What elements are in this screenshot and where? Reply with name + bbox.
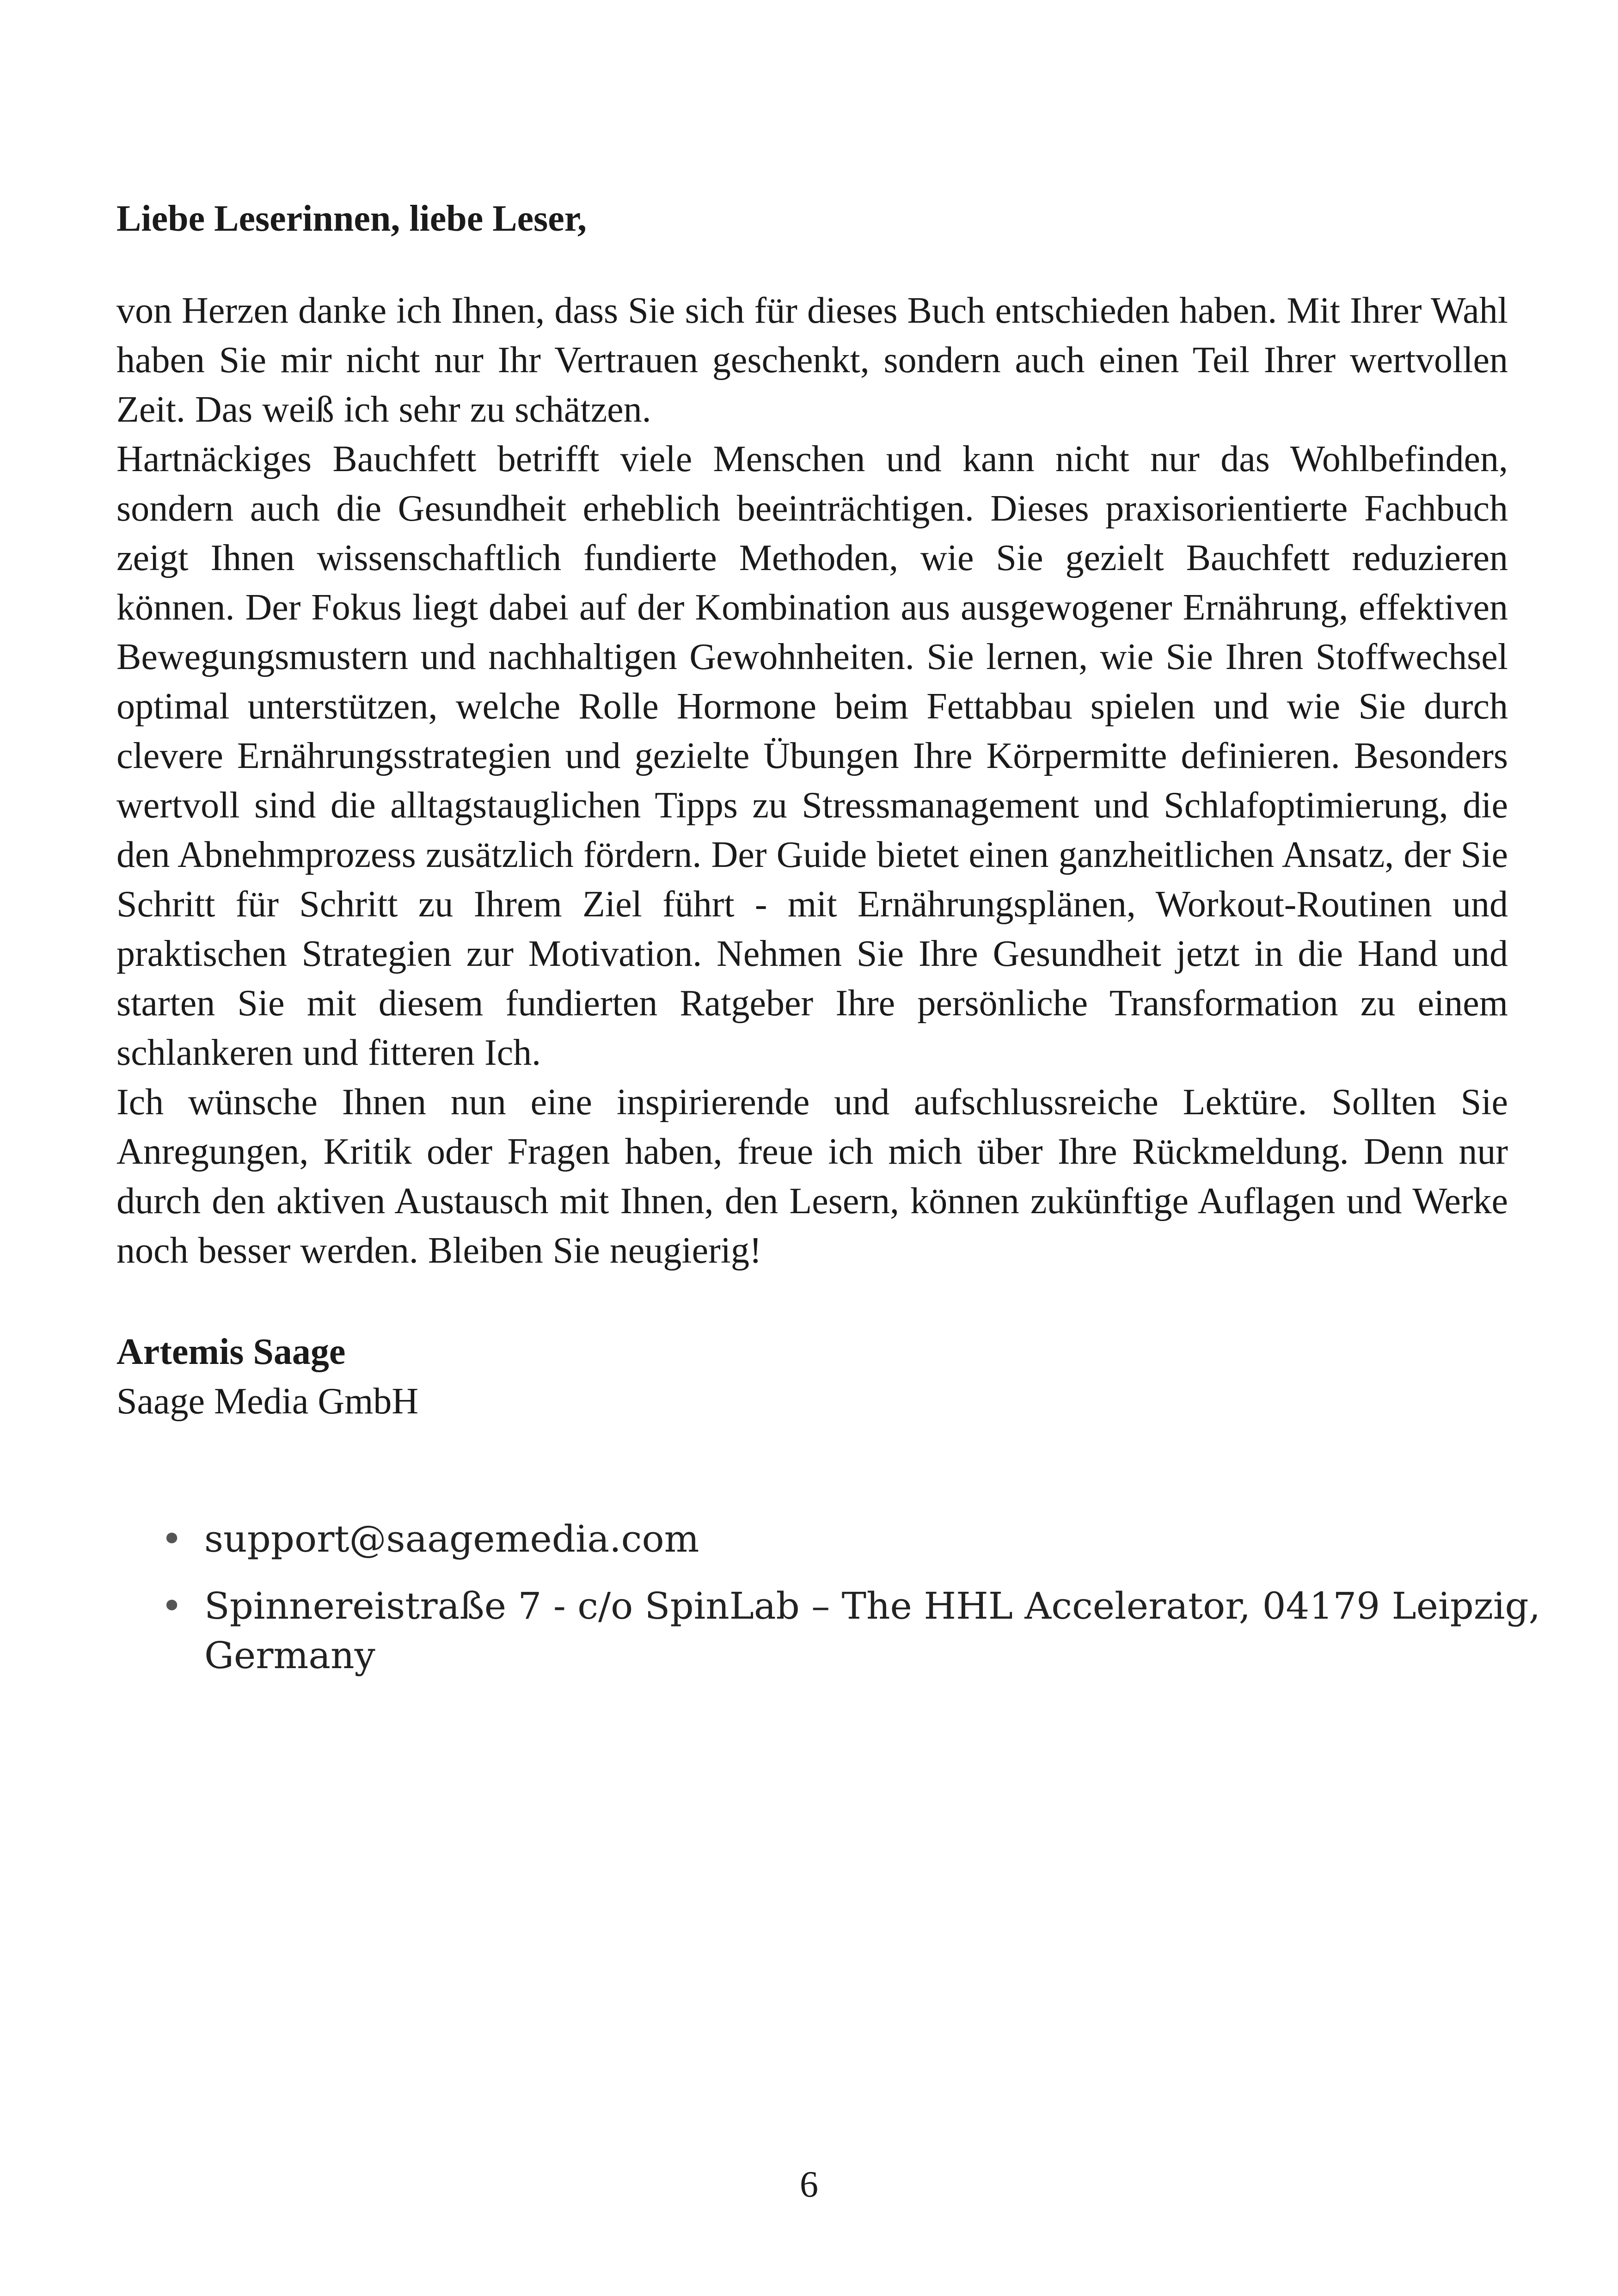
contact-list — [116, 1514, 1541, 1680]
letter-greeting: Liebe Leserinnen, liebe Leser, — [116, 198, 587, 239]
author-name: Artemis Saage — [116, 1332, 346, 1372]
letter-paragraph: Hartnäckiges Bauchfett betrifft viele Menschen und kann nicht nur das Wohlbefinden, sondern auch die Gesundheit erheblich beeinträchtigen. Dieses praxisorientierte Fachbuch zeigt Ihnen wissenschaftlich fundierte Methoden, wie Sie gezielt Bauchfett reduzieren können. Der Fokus liegt dabei auf der Kombination aus ausgewogener Ernährung, effektiven Bewegungsmustern und nachhaltigen Gewohnheiten. Sie lernen, wie Sie Ihren Stoffwechsel optimal unterstützen, welche Rolle Hormone beim Fettabbau spielen und wie Sie durch clevere Ernährungsstrategien und gezielte Übungen Ihre Körpermitte definieren. Besonders wertvoll sind die alltagstauglichen Tipps zu Stressmanagement und Schlafoptimierung, die den Abnehmprozess zusätzlich fördern. Der Guide bietet einen ganzheitlichen Ansatz, der Sie Schritt für Schritt zu Ihrem Ziel führt - mit Ernährungsplänen, Workout-Routinen und praktischen Strategien zur Motivation. Nehmen Sie Ihre Gesundheit jetzt in die Hand und starten Sie mit diesem fundierten Ratgeber Ihre persönliche Transformation zu einem schlankeren und fitteren Ich. — [116, 439, 1508, 1073]
contact-email: support@saagemedia.com — [204, 1517, 699, 1560]
letter-body — [116, 286, 1508, 1276]
company-name: Saage Media GmbH — [116, 1381, 419, 1422]
letter-paragraph: von Herzen danke ich Ihnen, dass Sie sich für dieses Buch entschieden haben. Mit Ihrer Wahl haben Sie mir nicht nur Ihr Vertrauen geschenkt, sondern auch einen Teil Ihrer wertvollen Zeit. Das weiß ich sehr zu schätzen. — [116, 290, 1508, 430]
text-column — [116, 194, 1541, 1698]
letter-paragraph: Ich wünsche Ihnen nun eine inspirierende und aufschlussreiche Lektüre. Sollten Sie Anregungen, Kritik oder Fragen haben, freue ich mich über Ihre Rückmeldung. Denn nur durch den aktiven Austausch mit Ihnen, den Lesern, können zukünftige Auflagen und Werke noch besser werden. Bleiben Sie neugierig! — [116, 1082, 1508, 1271]
page-number: 6 — [800, 2164, 818, 2205]
bullet-icon: • — [161, 1584, 183, 1627]
contact-address: Spinnereistraße 7 - c/o SpinLab – The HHL Accelerator, 04179 Leipzig, Germany — [204, 1584, 1541, 1677]
contact-address-item — [116, 1581, 1568, 1680]
contact-email-item — [116, 1514, 1568, 1564]
bullet-icon: • — [161, 1517, 183, 1560]
